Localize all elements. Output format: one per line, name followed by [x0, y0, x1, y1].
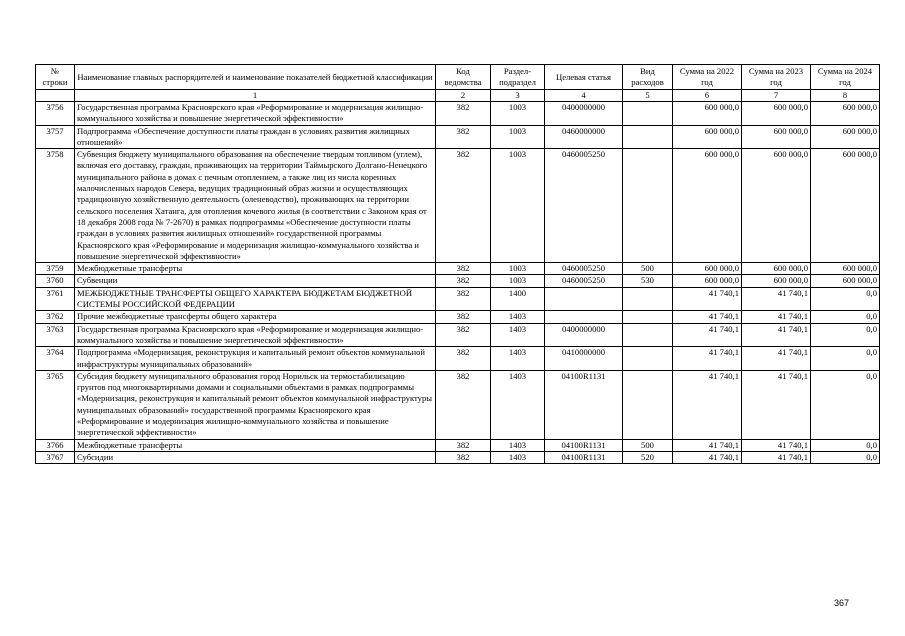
table-row	[36, 287, 880, 311]
row-target	[545, 311, 623, 323]
row-sum-2022: 41 740,1	[673, 439, 742, 451]
header-target: Целевая статья	[545, 65, 623, 90]
table-row	[36, 275, 880, 287]
row-name: Межбюджетные трансферты	[75, 439, 436, 451]
row-section: 1003	[491, 275, 545, 287]
row-expense-type	[623, 370, 673, 439]
page-number: 367	[834, 598, 850, 608]
row-dept-code: 382	[436, 311, 491, 323]
row-name: Подпрограмма «Обеспечение доступности платы граждан в условиях развития жилищных отношений»	[75, 125, 436, 149]
header-sum-2022: Сумма на 2022 год	[673, 65, 742, 90]
row-section: 1403	[491, 311, 545, 323]
table-row	[36, 263, 880, 275]
row-number: 3763	[36, 323, 75, 347]
row-sum-2023: 600 000,0	[742, 102, 811, 126]
row-dept-code: 382	[436, 370, 491, 439]
row-sum-2024: 0,0	[811, 439, 880, 451]
row-expense-type: 500	[623, 439, 673, 451]
row-name: Субсидии	[75, 451, 436, 463]
row-expense-type	[623, 102, 673, 126]
row-sum-2022: 600 000,0	[673, 125, 742, 149]
row-number: 3765	[36, 370, 75, 439]
row-number: 3761	[36, 287, 75, 311]
row-target: 0460005250	[545, 149, 623, 263]
header-sum-2023: Сумма на 2023 год	[742, 65, 811, 90]
column-number: 6	[673, 90, 742, 102]
row-target: 04100R1131	[545, 439, 623, 451]
column-number: 2	[436, 90, 491, 102]
row-sum-2022: 600 000,0	[673, 149, 742, 263]
row-name: Прочие межбюджетные трансферты общего характера	[75, 311, 436, 323]
row-dept-code: 382	[436, 263, 491, 275]
row-expense-type	[623, 347, 673, 371]
row-dept-code: 382	[436, 347, 491, 371]
header-row	[36, 65, 880, 90]
row-target: 0400000000	[545, 102, 623, 126]
row-sum-2023: 41 740,1	[742, 311, 811, 323]
table-row	[36, 439, 880, 451]
row-sum-2022: 600 000,0	[673, 263, 742, 275]
row-name: Субвенции	[75, 275, 436, 287]
row-sum-2022: 41 740,1	[673, 347, 742, 371]
row-sum-2023: 600 000,0	[742, 263, 811, 275]
row-number: 3759	[36, 263, 75, 275]
row-sum-2024: 600 000,0	[811, 125, 880, 149]
row-sum-2024: 0,0	[811, 347, 880, 371]
table-row	[36, 451, 880, 463]
row-sum-2024: 0,0	[811, 287, 880, 311]
row-name: Субвенция бюджету муниципального образования на обеспечение твердым топливом (углем), включая его доставку, граждан, проживающих на территории Таймырского Долгано-Ненецкого муниципального района в домах с печным отоплением, а также лиц из числа коренных малочисленных народов Севера, ведущих традиционный образ жизни и осуществляющих традиционную хозяйственную деятельность (оленеводство), проживающих на территории сельского поселения Хатанга, для отопления кочевого жилья (в соответствии с Законом края от 18 декабря 2008 года № 7-2670) в рамках подпрограммы «Обеспечение доступности платы граждан в условиях развития жилищных отношений» государственной программы Красноярского края «Реформирование и модернизация жилищно-коммунального хозяйства и повышение энергетической эффективности»	[75, 149, 436, 263]
row-expense-type	[623, 323, 673, 347]
row-sum-2023: 41 740,1	[742, 323, 811, 347]
table-row	[36, 149, 880, 263]
row-sum-2022: 41 740,1	[673, 323, 742, 347]
table-row	[36, 125, 880, 149]
row-sum-2024: 0,0	[811, 311, 880, 323]
row-target: 04100R1131	[545, 370, 623, 439]
row-sum-2023: 41 740,1	[742, 439, 811, 451]
row-name: Государственная программа Красноярского края «Реформирование и модернизация жилищно-коммунального хозяйства и повышение энергетической эффективности»	[75, 102, 436, 126]
row-number: 3766	[36, 439, 75, 451]
row-sum-2024: 600 000,0	[811, 102, 880, 126]
row-sum-2023: 600 000,0	[742, 275, 811, 287]
row-dept-code: 382	[436, 102, 491, 126]
row-sum-2024: 600 000,0	[811, 149, 880, 263]
row-number: 3760	[36, 275, 75, 287]
row-sum-2024: 0,0	[811, 451, 880, 463]
row-target: 0400000000	[545, 323, 623, 347]
header-sum-2024: Сумма на 2024 год	[811, 65, 880, 90]
row-dept-code: 382	[436, 125, 491, 149]
row-sum-2022: 41 740,1	[673, 287, 742, 311]
row-target: 0410000000	[545, 347, 623, 371]
row-sum-2023: 41 740,1	[742, 287, 811, 311]
row-sum-2024: 600 000,0	[811, 263, 880, 275]
row-target	[545, 287, 623, 311]
table-row	[36, 370, 880, 439]
row-sum-2022: 41 740,1	[673, 451, 742, 463]
table-row	[36, 347, 880, 371]
row-name: Государственная программа Красноярского края «Реформирование и модернизация жилищно-коммунального хозяйства и повышение энергетической эффективности»	[75, 323, 436, 347]
row-name: Субсидия бюджету муниципального образования город Норильск на термостабилизацию грунтов под многоквартирными домами и социальными объектами в рамках подпрограммы «Модернизация, реконструкция и капитальный ремонт объектов коммунальной инфраструктуры муниципальных образований» государственной программы Красноярского края «Реформирование и модернизация жилищно-коммунального хозяйства и повышение энергетической эффективности»	[75, 370, 436, 439]
row-dept-code: 382	[436, 323, 491, 347]
row-section: 1003	[491, 102, 545, 126]
row-number: 3757	[36, 125, 75, 149]
row-number: 3762	[36, 311, 75, 323]
budget-table	[35, 64, 880, 464]
row-target: 0460005250	[545, 263, 623, 275]
row-name: Межбюджетные трансферты	[75, 263, 436, 275]
column-number: 4	[545, 90, 623, 102]
column-number: 7	[742, 90, 811, 102]
row-dept-code: 382	[436, 287, 491, 311]
row-expense-type: 520	[623, 451, 673, 463]
row-sum-2023: 41 740,1	[742, 370, 811, 439]
row-section: 1003	[491, 149, 545, 263]
row-sum-2023: 41 740,1	[742, 347, 811, 371]
row-sum-2022: 600 000,0	[673, 275, 742, 287]
row-dept-code: 382	[436, 149, 491, 263]
row-sum-2024: 0,0	[811, 370, 880, 439]
row-section: 1403	[491, 347, 545, 371]
row-section: 1003	[491, 125, 545, 149]
row-dept-code: 382	[436, 275, 491, 287]
row-section: 1403	[491, 370, 545, 439]
row-expense-type: 530	[623, 275, 673, 287]
row-dept-code: 382	[436, 439, 491, 451]
row-name: Подпрограмма «Модернизация, реконструкция и капитальный ремонт объектов коммунальной инфраструктуры муниципальных образований»	[75, 347, 436, 371]
row-section: 1403	[491, 323, 545, 347]
header-row-no: № строки	[36, 65, 75, 90]
row-section: 1403	[491, 451, 545, 463]
column-number	[36, 90, 75, 102]
row-sum-2023: 600 000,0	[742, 149, 811, 263]
row-expense-type	[623, 125, 673, 149]
row-sum-2023: 41 740,1	[742, 451, 811, 463]
table-row	[36, 311, 880, 323]
row-dept-code: 382	[436, 451, 491, 463]
column-number: 5	[623, 90, 673, 102]
row-target: 0460005250	[545, 275, 623, 287]
row-sum-2022: 41 740,1	[673, 370, 742, 439]
header-name: Наименование главных распорядителей и наименование показателей бюджетной классификации	[75, 65, 436, 90]
row-sum-2024: 600 000,0	[811, 275, 880, 287]
row-sum-2023: 600 000,0	[742, 125, 811, 149]
table-row	[36, 102, 880, 126]
header-expense-type: Вид расходов	[623, 65, 673, 90]
row-sum-2022: 41 740,1	[673, 311, 742, 323]
row-expense-type: 500	[623, 263, 673, 275]
row-number: 3764	[36, 347, 75, 371]
row-number: 3758	[36, 149, 75, 263]
column-number: 1	[75, 90, 436, 102]
row-number: 3756	[36, 102, 75, 126]
column-number: 3	[491, 90, 545, 102]
row-expense-type	[623, 149, 673, 263]
row-number: 3767	[36, 451, 75, 463]
row-section: 1003	[491, 263, 545, 275]
header-dept-code: Код ведомства	[436, 65, 491, 90]
row-name: МЕЖБЮДЖЕТНЫЕ ТРАНСФЕРТЫ ОБЩЕГО ХАРАКТЕРА БЮДЖЕТАМ БЮДЖЕТНОЙ СИСТЕМЫ РОССИЙСКОЙ ФЕДЕРАЦИИ	[75, 287, 436, 311]
row-target: 04100R1131	[545, 451, 623, 463]
row-section: 1403	[491, 439, 545, 451]
row-expense-type	[623, 311, 673, 323]
column-number: 8	[811, 90, 880, 102]
header-section: Раздел-подраздел	[491, 65, 545, 90]
row-sum-2022: 600 000,0	[673, 102, 742, 126]
row-sum-2024: 0,0	[811, 323, 880, 347]
row-expense-type	[623, 287, 673, 311]
row-target: 0460000000	[545, 125, 623, 149]
row-section: 1400	[491, 287, 545, 311]
table-row	[36, 323, 880, 347]
column-number-row	[36, 90, 880, 102]
